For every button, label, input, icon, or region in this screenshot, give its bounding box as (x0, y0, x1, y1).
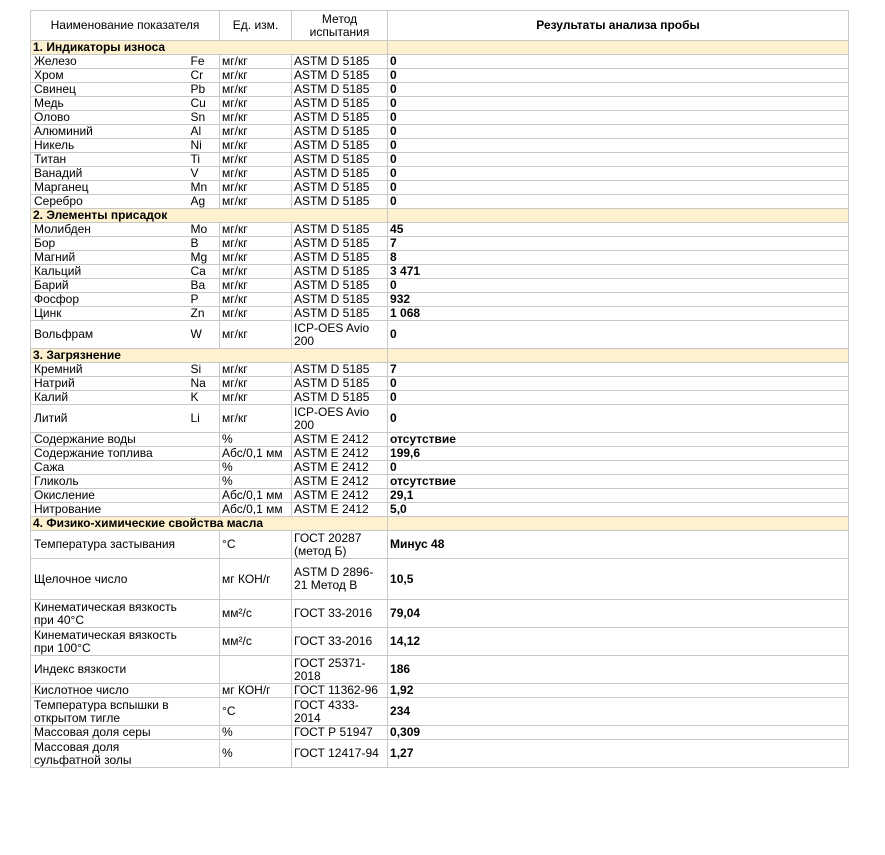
method-cell: ГОСТ 33-2016 (292, 628, 388, 656)
header-unit: Ед. изм. (220, 11, 292, 41)
table-row (31, 237, 849, 251)
table-body (31, 41, 849, 768)
result-value: 0 (388, 167, 849, 181)
indicator-name: Ванадий (31, 167, 189, 181)
unit-cell: мг/кг (220, 265, 292, 279)
section-title: 1. Индикаторы износа (31, 41, 388, 55)
element-symbol: Pb (189, 83, 220, 97)
result-value: 0 (388, 153, 849, 167)
unit-cell: мг/кг (220, 307, 292, 321)
table-row (31, 447, 849, 461)
result-value: 0 (388, 69, 849, 83)
unit-cell: °С (220, 698, 292, 726)
indicator-name: Кальций (31, 265, 189, 279)
table-row (31, 405, 849, 433)
table-row (31, 251, 849, 265)
method-cell: ASTM D 5185 (292, 167, 388, 181)
table-row (31, 461, 849, 475)
section-result-cell (388, 41, 849, 55)
result-value: 0 (388, 461, 849, 475)
unit-cell: мг/кг (220, 237, 292, 251)
indicator-name: Медь (31, 97, 189, 111)
table-row (31, 167, 849, 181)
method-cell: ASTM D 5185 (292, 195, 388, 209)
method-cell: ICP-OES Avio 200 (292, 321, 388, 349)
unit-cell: Абс/0,1 мм (220, 503, 292, 517)
indicator-name: Индекс вязкости (31, 656, 189, 684)
result-value: 29,1 (388, 489, 849, 503)
element-symbol (189, 628, 220, 656)
unit-cell: % (220, 740, 292, 768)
unit-cell: мг/кг (220, 167, 292, 181)
table-row (31, 223, 849, 237)
element-symbol (189, 531, 220, 559)
element-symbol (189, 726, 220, 740)
result-value: 5,0 (388, 503, 849, 517)
method-cell: ГОСТ 4333-2014 (292, 698, 388, 726)
unit-cell: мг/кг (220, 97, 292, 111)
element-symbol: Sn (189, 111, 220, 125)
indicator-name: Свинец (31, 83, 189, 97)
method-cell: ASTM E 2412 (292, 461, 388, 475)
header-sample-results: Результаты анализа пробы (388, 11, 849, 41)
unit-cell: мг/кг (220, 195, 292, 209)
result-value: 0 (388, 279, 849, 293)
result-value: 0 (388, 405, 849, 433)
method-cell: ASTM D 5185 (292, 111, 388, 125)
element-symbol (189, 656, 220, 684)
table-row (31, 153, 849, 167)
indicator-name: Кремний (31, 363, 189, 377)
indicator-name: Литий (31, 405, 189, 433)
result-value: 0 (388, 125, 849, 139)
method-cell: ASTM E 2412 (292, 503, 388, 517)
indicator-name: Никель (31, 139, 189, 153)
table-row (31, 139, 849, 153)
unit-cell: Абс/0,1 мм (220, 447, 292, 461)
element-symbol (189, 698, 220, 726)
unit-cell: мг/кг (220, 69, 292, 83)
table-row (31, 195, 849, 209)
indicator-name: Нитрование (31, 503, 189, 517)
indicator-name: Алюминий (31, 125, 189, 139)
element-symbol (189, 433, 220, 447)
method-cell: ASTM D 2896-21 Метод В (292, 559, 388, 600)
unit-cell: мг/кг (220, 83, 292, 97)
element-symbol: B (189, 237, 220, 251)
method-cell: ASTM E 2412 (292, 447, 388, 461)
unit-cell: % (220, 726, 292, 740)
result-value: 0 (388, 377, 849, 391)
method-cell: ASTM D 5185 (292, 237, 388, 251)
unit-cell: мг/кг (220, 321, 292, 349)
indicator-name: Барий (31, 279, 189, 293)
table-row (31, 503, 849, 517)
table-row (31, 321, 849, 349)
table-row (31, 433, 849, 447)
section-title: 2. Элементы присадок (31, 209, 388, 223)
element-symbol (189, 600, 220, 628)
header-indicator-name: Наименование показателя (31, 11, 220, 41)
indicator-name: Калий (31, 391, 189, 405)
result-value: 0 (388, 55, 849, 69)
table-row (31, 293, 849, 307)
method-cell: ASTM D 5185 (292, 97, 388, 111)
table-row (31, 111, 849, 125)
analysis-results-table (30, 10, 849, 768)
table-header-row (31, 11, 849, 41)
result-value: 7 (388, 237, 849, 251)
method-cell: ASTM D 5185 (292, 181, 388, 195)
method-cell: ASTM D 5185 (292, 279, 388, 293)
table-row (31, 531, 849, 559)
indicator-name: Содержание топлива (31, 447, 189, 461)
element-symbol: Fe (189, 55, 220, 69)
element-symbol: Ca (189, 265, 220, 279)
method-cell: ASTM D 5185 (292, 391, 388, 405)
result-value: отсутствие (388, 433, 849, 447)
table-row (31, 83, 849, 97)
unit-cell (220, 656, 292, 684)
method-cell: ASTM D 5185 (292, 307, 388, 321)
method-cell: ГОСТ Р 51947 (292, 726, 388, 740)
indicator-name: Молибден (31, 223, 189, 237)
result-value: 0 (388, 321, 849, 349)
indicator-name: Хром (31, 69, 189, 83)
method-cell: ASTM D 5185 (292, 69, 388, 83)
unit-cell: мг/кг (220, 363, 292, 377)
table-row (31, 740, 849, 768)
unit-cell: % (220, 475, 292, 489)
table-row (31, 684, 849, 698)
indicator-name: Олово (31, 111, 189, 125)
result-value: 199,6 (388, 447, 849, 461)
result-value: 7 (388, 363, 849, 377)
element-symbol: Li (189, 405, 220, 433)
result-value: 1,92 (388, 684, 849, 698)
result-value: 186 (388, 656, 849, 684)
unit-cell: мг/кг (220, 139, 292, 153)
method-cell: ASTM E 2412 (292, 433, 388, 447)
table-row (31, 265, 849, 279)
header-test-method: Метод испытания (292, 11, 388, 41)
unit-cell: мг/кг (220, 223, 292, 237)
result-value: 0 (388, 139, 849, 153)
method-cell: ASTM D 5185 (292, 125, 388, 139)
unit-cell: мг/кг (220, 111, 292, 125)
result-value: Минус 48 (388, 531, 849, 559)
unit-cell: мм²/с (220, 628, 292, 656)
element-symbol (189, 461, 220, 475)
element-symbol: Cu (189, 97, 220, 111)
element-symbol: Cr (189, 69, 220, 83)
indicator-name: Окисление (31, 489, 189, 503)
indicator-name: Вольфрам (31, 321, 189, 349)
result-value: 932 (388, 293, 849, 307)
unit-cell: % (220, 461, 292, 475)
method-cell: ASTM D 5185 (292, 265, 388, 279)
element-symbol: Zn (189, 307, 220, 321)
section-result-cell (388, 517, 849, 531)
indicator-name: Кинематическая вязкость при 40°С (31, 600, 189, 628)
method-cell: ASTM D 5185 (292, 55, 388, 69)
indicator-name: Кинематическая вязкость при 100°С (31, 628, 189, 656)
element-symbol: Mo (189, 223, 220, 237)
element-symbol (189, 740, 220, 768)
result-value: 1 068 (388, 307, 849, 321)
unit-cell: мг КОН/г (220, 559, 292, 600)
indicator-name: Железо (31, 55, 189, 69)
result-value: 234 (388, 698, 849, 726)
method-cell: ГОСТ 11362-96 (292, 684, 388, 698)
method-cell: ГОСТ 20287 (метод Б) (292, 531, 388, 559)
table-row (31, 698, 849, 726)
element-symbol (189, 559, 220, 600)
method-cell: ГОСТ 12417-94 (292, 740, 388, 768)
indicator-name: Температура застывания (31, 531, 189, 559)
method-cell: ГОСТ 25371-2018 (292, 656, 388, 684)
unit-cell: °С (220, 531, 292, 559)
table-row (31, 391, 849, 405)
table-row (31, 600, 849, 628)
element-symbol (189, 503, 220, 517)
result-value: 10,5 (388, 559, 849, 600)
indicator-name: Фосфор (31, 293, 189, 307)
indicator-name: Гликоль (31, 475, 189, 489)
unit-cell: мг/кг (220, 279, 292, 293)
unit-cell: мг/кг (220, 405, 292, 433)
result-value: 14,12 (388, 628, 849, 656)
result-value: 0 (388, 111, 849, 125)
unit-cell: мг/кг (220, 251, 292, 265)
table-row (31, 475, 849, 489)
result-value: отсутствие (388, 475, 849, 489)
element-symbol: Na (189, 377, 220, 391)
result-value: 0 (388, 83, 849, 97)
element-symbol (189, 475, 220, 489)
method-cell: ASTM E 2412 (292, 475, 388, 489)
unit-cell: мг/кг (220, 55, 292, 69)
method-cell: ASTM D 5185 (292, 363, 388, 377)
table-row (31, 377, 849, 391)
table-row (31, 69, 849, 83)
element-symbol (189, 684, 220, 698)
indicator-name: Массовая доля серы (31, 726, 189, 740)
indicator-name: Щелочное число (31, 559, 189, 600)
result-value: 1,27 (388, 740, 849, 768)
table-row (31, 559, 849, 600)
section-header-row (31, 209, 849, 223)
section-title: 4. Физико-химические свойства масла (31, 517, 388, 531)
method-cell: ASTM D 5185 (292, 251, 388, 265)
indicator-name: Кислотное число (31, 684, 189, 698)
table-row (31, 125, 849, 139)
element-symbol: Ti (189, 153, 220, 167)
result-value: 0 (388, 181, 849, 195)
section-result-cell (388, 209, 849, 223)
unit-cell: Абс/0,1 мм (220, 489, 292, 503)
unit-cell: мг/кг (220, 181, 292, 195)
indicator-name: Температура вспышки в открытом тигле (31, 698, 189, 726)
indicator-name: Содержание воды (31, 433, 189, 447)
method-cell: ASTM D 5185 (292, 139, 388, 153)
table-row (31, 628, 849, 656)
table-row (31, 307, 849, 321)
table-row (31, 726, 849, 740)
result-value: 0 (388, 391, 849, 405)
element-symbol (189, 447, 220, 461)
method-cell: ASTM D 5185 (292, 83, 388, 97)
table-row (31, 181, 849, 195)
unit-cell: мг/кг (220, 125, 292, 139)
indicator-name: Массовая доля сульфатной золы (31, 740, 189, 768)
element-symbol (189, 489, 220, 503)
element-symbol: Si (189, 363, 220, 377)
result-value: 79,04 (388, 600, 849, 628)
indicator-name: Магний (31, 251, 189, 265)
result-value: 0 (388, 97, 849, 111)
result-value: 0,309 (388, 726, 849, 740)
element-symbol: Mg (189, 251, 220, 265)
indicator-name: Цинк (31, 307, 189, 321)
result-value: 0 (388, 195, 849, 209)
element-symbol: K (189, 391, 220, 405)
method-cell: ASTM D 5185 (292, 377, 388, 391)
element-symbol: Al (189, 125, 220, 139)
element-symbol: Mn (189, 181, 220, 195)
unit-cell: мм²/с (220, 600, 292, 628)
section-header-row (31, 41, 849, 55)
table-row (31, 97, 849, 111)
method-cell: ASTM D 5185 (292, 223, 388, 237)
method-cell: ASTM E 2412 (292, 489, 388, 503)
indicator-name: Серебро (31, 195, 189, 209)
section-result-cell (388, 349, 849, 363)
indicator-name: Бор (31, 237, 189, 251)
element-symbol: W (189, 321, 220, 349)
indicator-name: Сажа (31, 461, 189, 475)
indicator-name: Титан (31, 153, 189, 167)
unit-cell: мг/кг (220, 293, 292, 307)
section-header-row (31, 517, 849, 531)
element-symbol: Ni (189, 139, 220, 153)
element-symbol: V (189, 167, 220, 181)
indicator-name: Натрий (31, 377, 189, 391)
result-value: 8 (388, 251, 849, 265)
method-cell: ГОСТ 33-2016 (292, 600, 388, 628)
method-cell: ICP-OES Avio 200 (292, 405, 388, 433)
table-row (31, 489, 849, 503)
section-header-row (31, 349, 849, 363)
element-symbol: P (189, 293, 220, 307)
section-title: 3. Загрязнение (31, 349, 388, 363)
unit-cell: % (220, 433, 292, 447)
element-symbol: Ba (189, 279, 220, 293)
table-row (31, 363, 849, 377)
result-value: 3 471 (388, 265, 849, 279)
table-row (31, 279, 849, 293)
unit-cell: мг КОН/г (220, 684, 292, 698)
table-row (31, 656, 849, 684)
method-cell: ASTM D 5185 (292, 293, 388, 307)
unit-cell: мг/кг (220, 391, 292, 405)
unit-cell: мг/кг (220, 153, 292, 167)
table-row (31, 55, 849, 69)
element-symbol: Ag (189, 195, 220, 209)
method-cell: ASTM D 5185 (292, 153, 388, 167)
indicator-name: Марганец (31, 181, 189, 195)
unit-cell: мг/кг (220, 377, 292, 391)
result-value: 45 (388, 223, 849, 237)
